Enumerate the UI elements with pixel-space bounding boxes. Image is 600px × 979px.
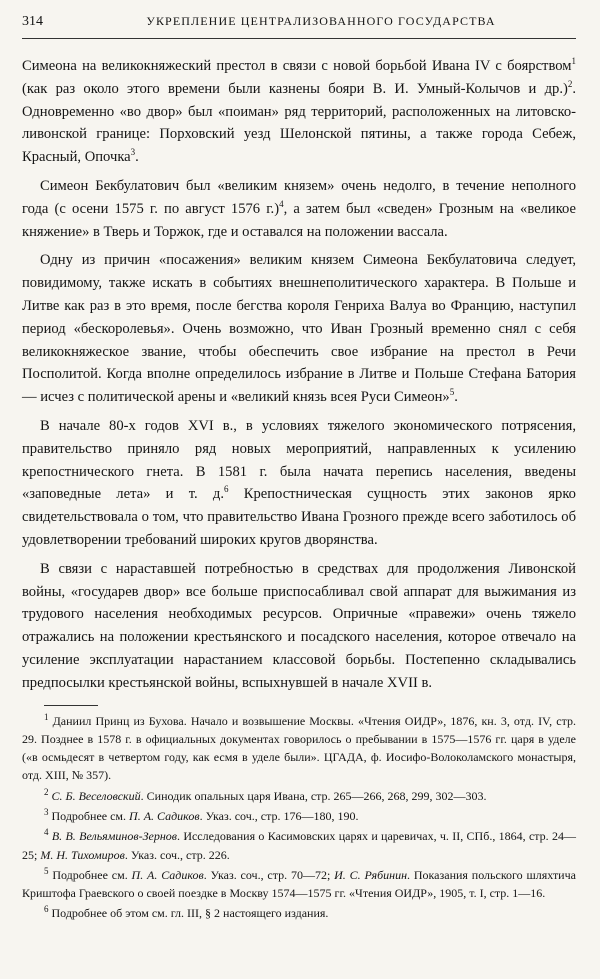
footnote-author: И. С. Рябинин <box>334 867 408 882</box>
paragraph-3: Одну из причин «посажения» великим князем Симеона Бекбулатовича следует, повидимому, также искать в событиях внешнеполитического характера. В Польше и Литве как раз в это время, после бегства короля Генриха Валуа во Францию, наступил период «бескоролевья». Очень возможно, что Иван Грозный временно снял с себя великокняжеское звание, чтобы обеспечить свое избрание на престол в Речи Посполитой. Когда вполне определилось избрание в Литве и Польше Стефана Батория — исчез с политической арены и «великий князь всея Руси Симеон»$^5$. <box>22 252 576 406</box>
paragraph-4: В начале 80-х годов XVI в., в условиях тяжелого экономического потрясения, правительство приняло ряд новых мероприятий, направленных к усилению крепостнического гнета. В 1581 г. была начата перепись населения, введены «заповедные лета» и т. д.$^6$ Крепостническая сущность этих законов ярко свидетельствовала о том, что правительство Ивана Грозного прежде всего заботилось об удовлетворении требований широких кругов дворянства. <box>22 417 576 548</box>
footnote-author: П. А. Садиков <box>129 809 200 823</box>
footnote-2: $^2$ С. Б. Веселовский. Синодик опальных царя Ивана, стр. 265—266, 268, 299, 302—303. <box>44 786 487 803</box>
page-number: 314 <box>22 14 43 29</box>
footnote-author: С. Б. Веселовский <box>51 788 141 803</box>
footnote-ref-5: 5 <box>449 387 455 398</box>
footnote-divider <box>44 705 98 706</box>
running-title: УКРЕПЛЕНИЕ ЦЕНТРАЛИЗОВАННОГО ГОСУДАРСТВА <box>146 14 496 28</box>
paragraph-5: В связи с нараставшей потребностью в средствах для продолжения Ливонской войны, «государев двор» все больше приспосабливал свой аппарат для выжимания из трудового населения необходимых ресурсов. Опричные «правежи» очень тяжело отражались на положении крестьянского и посадского населения, которое отвечало на усиление эксплуатации нарастанием классовой борьбы. Постепенно складывались предпосылки крестьянской войны, вспыхнувшей в начале XVII в. <box>22 560 576 691</box>
footnote-6: $^6$ Подробнее об этом см. гл. III, § 2 настоящего издания. <box>44 904 329 921</box>
paragraph-2: Симеон Бекбулатович был «великим князем» очень недолго, в течение неполного года (с осени 1575 г. по август 1576 г.)$^4$, а затем был «сведен» Грозным на «великое княжение» в Тверь и Торжок, где и оставался на положении вассала. <box>22 177 576 240</box>
footnote-ref-2: 2 <box>567 78 573 89</box>
footnote-5: $^5$ Подробнее см. П. А. Садиков. Указ. соч., стр. 70—72; И. С. Рябинин. Показания польского шляхтича Криштофа Граевского о своей поездке в Москву 1574—1575 гг. «Чтения ОИДР», 1905, т. I, стр. 1—16. <box>22 865 576 901</box>
footnote-4: $^4$ В. В. Вельяминов-Зернов. Исследования о Касимовских царях и царевичах, ч. II, СПб., 1864, стр. 24—25; М. Н. Тихомиров. Указ. соч., стр. 226. <box>22 827 576 862</box>
footnote-ref-6: 6 <box>223 484 229 495</box>
footnote-1: $^1$ Даниил Принц из Бухова. Начало и возвышение Москвы. «Чтения ОИДР», 1876, кн. 3, отд. IV, стр. 29. Позднее в 1578 г. в официальных документах говорилось о пребывании в 1575—1576 гг. царя в уделе («в осмьдесят в четвертом году, как есмя в уделе были». ЦГАДА, ф. Иосифо-Волоколамского монастыря, отд. XIII, № 357). <box>22 711 576 783</box>
footnote-ref-3: 3 <box>130 147 136 158</box>
footnote-ref-1: 1 <box>571 56 576 67</box>
paragraph-1: Симеона на великокняжеский престол в связи с новой борьбой Ивана IV с боярством$^1$ (как раз около этого времени были казнены бояри В. И. Умный-Колычов и др.)$^2$. Одновременно «во двор» был «поиман» ряд территорий, расположенных на литовско-ливонской границе: Порховский уезд Шелонской пятины, а также города Себеж, Красный, Опочка$^3$. <box>22 56 576 166</box>
footnote-3: $^3$ Подробнее см. П. А. Садиков. Указ. соч., стр. 176—180, 190. <box>44 807 359 823</box>
footnote-ref-4: 4 <box>279 198 284 209</box>
running-header <box>22 14 576 39</box>
main-text <box>22 55 576 695</box>
footnote-author: М. Н. Тихомиров <box>40 847 125 862</box>
footnote-author: В. В. Вельяминов-Зернов <box>51 829 177 844</box>
footnote-author: П. А. Садиков <box>131 867 204 882</box>
footnotes <box>22 712 576 923</box>
